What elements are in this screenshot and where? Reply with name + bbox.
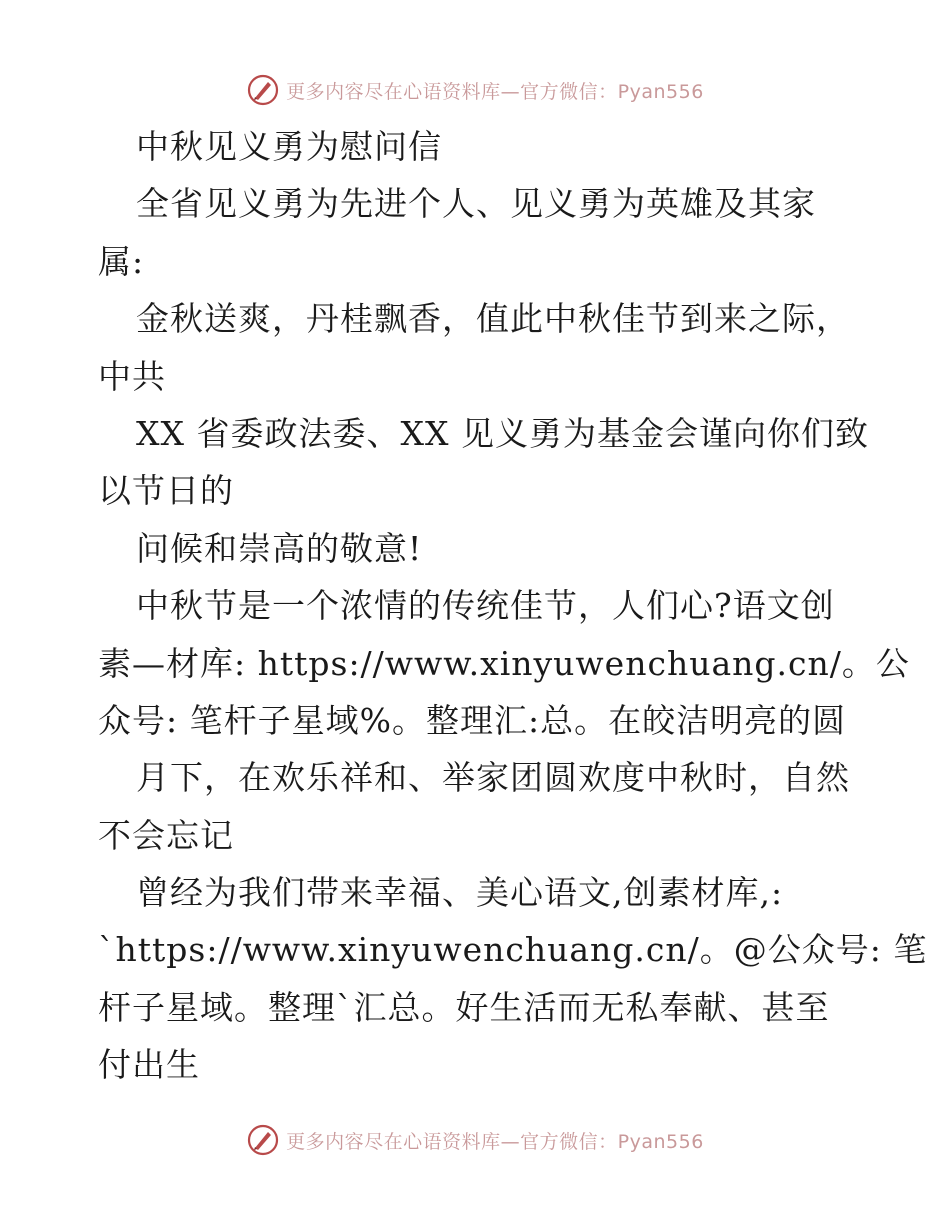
text-line: 问候和崇高的敬意! bbox=[136, 528, 423, 568]
text-line: 金秋送爽，丹桂飘香，值此中秋佳节到来之际， bbox=[136, 299, 850, 339]
text-line: 曾经为我们带来幸福、美心语文,创素材库,: bbox=[136, 873, 784, 913]
letter-body bbox=[98, 118, 928, 1094]
text-line: 众号: 笔杆子星域%。整理汇:总。在皎洁明亮的圆 bbox=[98, 700, 847, 740]
text-line: 以节日的 bbox=[98, 471, 234, 511]
text-line: 付出生 bbox=[98, 1045, 200, 1085]
text-line: 属: bbox=[98, 241, 145, 281]
quill-pen-logo-icon bbox=[246, 73, 280, 107]
banner-text: 更多内容尽在心语资料库—官方微信：Pyan556 bbox=[286, 80, 704, 103]
text-line: 中共 bbox=[98, 356, 166, 396]
banner-text: 更多内容尽在心语资料库—官方微信：Pyan556 bbox=[286, 1130, 704, 1153]
text-line: XX 省委政法委、XX 见义勇为基金会谨向你们致 bbox=[136, 413, 869, 453]
text-line: `https://www.xinyuwenchuang.cn/。@公众号: 笔 bbox=[98, 930, 928, 970]
text-line: 全省见义勇为先进个人、见义勇为英雄及其家 bbox=[136, 184, 816, 224]
letter-title: 中秋见义勇为慰问信 bbox=[136, 127, 442, 166]
footer-banner bbox=[0, 1120, 950, 1160]
quill-pen-logo-icon bbox=[246, 1123, 280, 1157]
text-line: 月下，在欢乐祥和、举家团圆欢度中秋时，自然 bbox=[136, 758, 850, 798]
text-line: 杆子星域。整理`汇总。好生活而无私奉献、甚至 bbox=[98, 987, 830, 1027]
header-banner bbox=[0, 70, 950, 110]
text-line: 不会忘记 bbox=[98, 815, 234, 855]
text-line: 中秋节是一个浓情的传统佳节，人们心?语文创 bbox=[136, 586, 835, 626]
text-line: 素—材库: https://www.xinyuwenchuang.cn/。公 bbox=[98, 643, 910, 683]
